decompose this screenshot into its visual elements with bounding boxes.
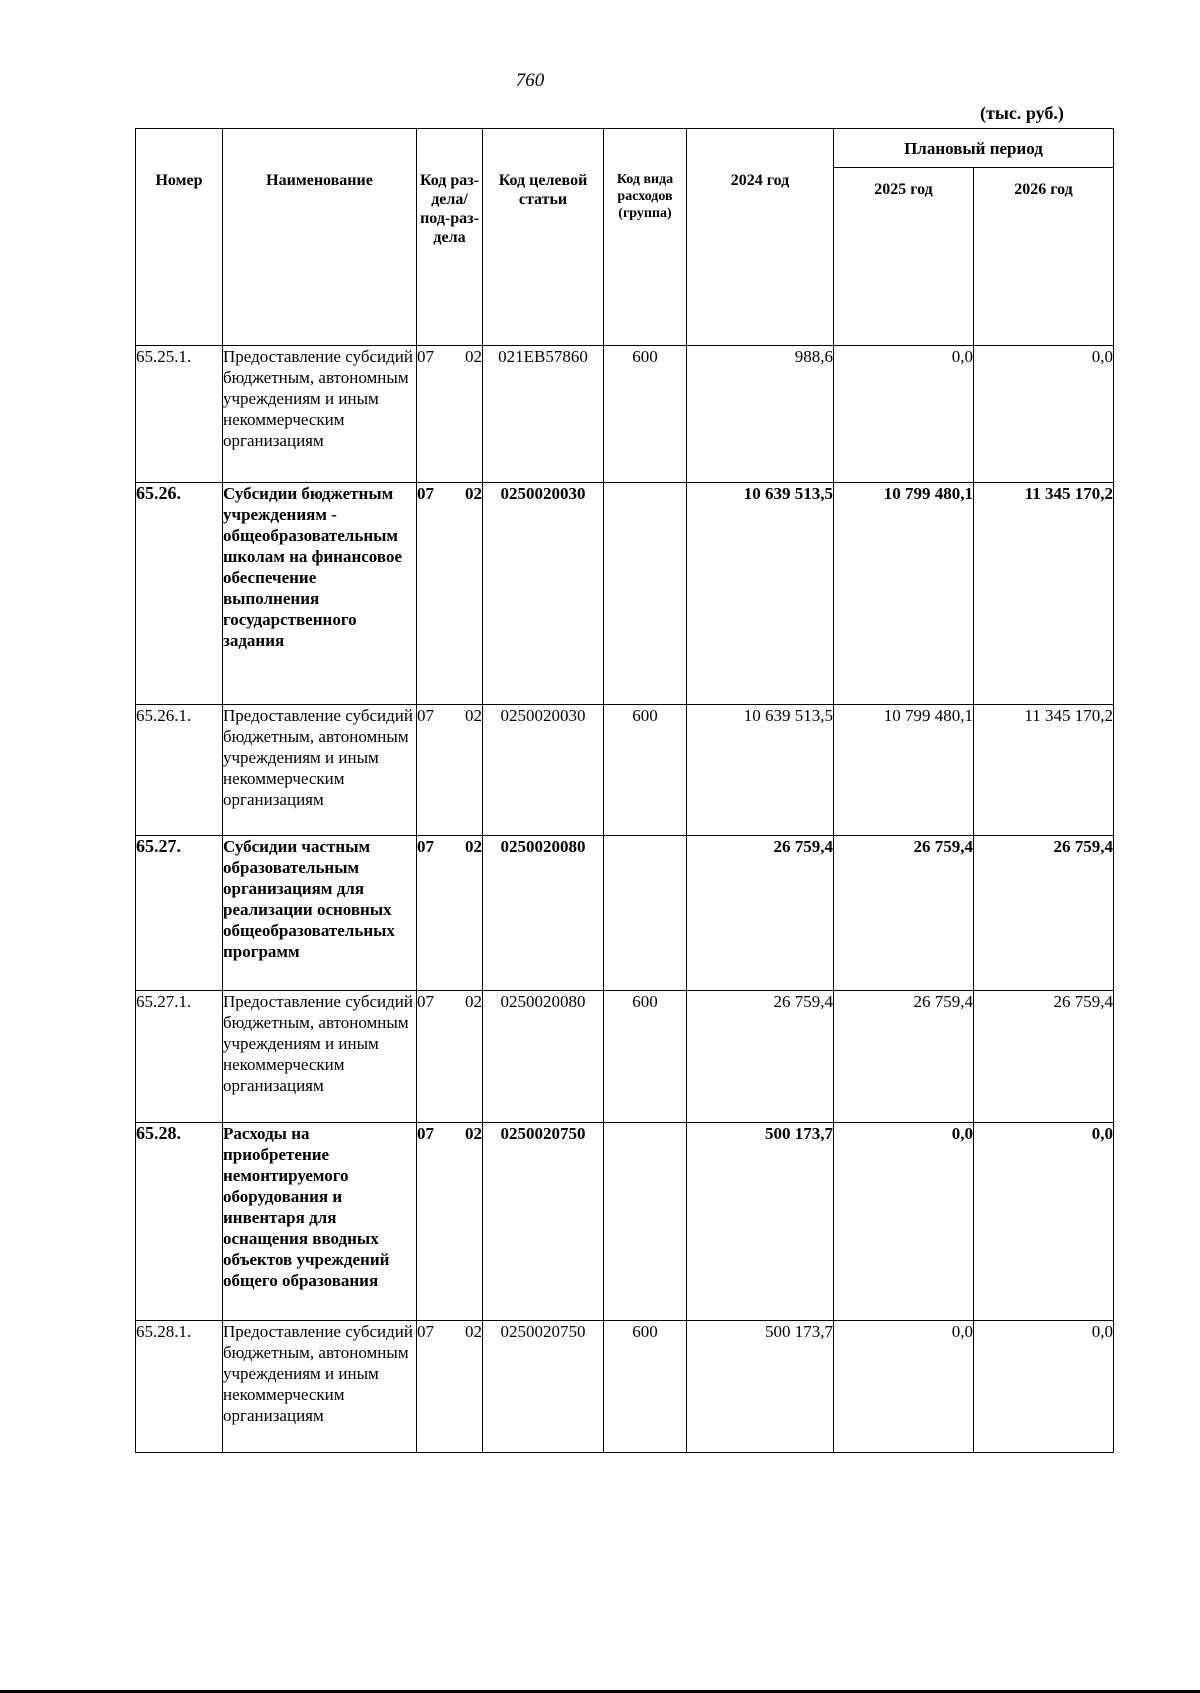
row-amount-2024: 10 639 513,5 bbox=[687, 483, 834, 705]
row-group-code: 600 bbox=[604, 1321, 687, 1453]
header-planned-period: Плановый период bbox=[834, 129, 1114, 168]
row-amount-2025: 10 799 480,1 bbox=[834, 483, 974, 705]
table-row bbox=[136, 1123, 1114, 1321]
table-row bbox=[136, 1321, 1114, 1453]
row-amount-2024: 500 173,7 bbox=[687, 1321, 834, 1453]
row-amount-2025: 26 759,4 bbox=[834, 836, 974, 991]
row-name: Предоставление субсидий бюджетным, автономным учреждениям и иным некоммерческим организациям bbox=[223, 705, 417, 836]
row-razdel: 07 bbox=[417, 992, 434, 1011]
row-razdel-code bbox=[417, 346, 483, 483]
row-amount-2024: 988,6 bbox=[687, 346, 834, 483]
row-podrazdel: 02 bbox=[465, 484, 482, 503]
row-amount-2026: 26 759,4 bbox=[974, 991, 1114, 1123]
row-name: Предоставление субсидий бюджетным, автономным учреждениям и иным некоммерческим организациям bbox=[223, 346, 417, 483]
row-target-code: 0250020750 bbox=[483, 1123, 604, 1321]
row-razdel-code bbox=[417, 705, 483, 836]
row-amount-2026: 0,0 bbox=[974, 346, 1114, 483]
row-razdel-code bbox=[417, 991, 483, 1123]
units-label: (тыс. руб.) bbox=[980, 103, 1064, 123]
row-target-code: 0250020080 bbox=[483, 836, 604, 991]
row-group-code: 600 bbox=[604, 346, 687, 483]
row-amount-2026: 0,0 bbox=[974, 1123, 1114, 1321]
row-razdel: 07 bbox=[417, 1322, 434, 1341]
table-row bbox=[136, 346, 1114, 483]
header-2025: 2025 год bbox=[834, 168, 974, 346]
table-row bbox=[136, 705, 1114, 836]
row-razdel-code bbox=[417, 1321, 483, 1453]
row-group-code bbox=[604, 1123, 687, 1321]
row-razdel: 07 bbox=[417, 837, 434, 856]
table-row bbox=[136, 836, 1114, 991]
row-group-code: 600 bbox=[604, 991, 687, 1123]
row-amount-2025: 0,0 bbox=[834, 346, 974, 483]
row-number: 65.27.1. bbox=[136, 991, 223, 1123]
row-amount-2026: 11 345 170,2 bbox=[974, 483, 1114, 705]
page-number: 760 bbox=[515, 70, 545, 91]
row-podrazdel: 02 bbox=[465, 1322, 482, 1341]
row-name: Расходы на приобретение немонтируемого оборудования и инвентаря для оснащения вводных объектов учреждений общего образования bbox=[223, 1123, 417, 1321]
row-podrazdel: 02 bbox=[465, 1124, 482, 1143]
row-razdel: 07 bbox=[417, 1124, 434, 1143]
row-name: Предоставление субсидий бюджетным, автономным учреждениям и иным некоммерческим организациям bbox=[223, 991, 417, 1123]
row-amount-2024: 26 759,4 bbox=[687, 991, 834, 1123]
row-podrazdel: 02 bbox=[465, 837, 482, 856]
row-amount-2025: 10 799 480,1 bbox=[834, 705, 974, 836]
row-razdel: 07 bbox=[417, 484, 434, 503]
row-amount-2025: 0,0 bbox=[834, 1321, 974, 1453]
row-name: Субсидии бюджетным учреждениям - общеобразовательным школам на финансовое обеспечение выполнения государственного задания bbox=[223, 483, 417, 705]
header-target: Код целевой статьи bbox=[483, 129, 604, 346]
row-amount-2024: 26 759,4 bbox=[687, 836, 834, 991]
row-podrazdel: 02 bbox=[465, 706, 482, 725]
row-amount-2025: 26 759,4 bbox=[834, 991, 974, 1123]
header-group: Код вида расходов (группа) bbox=[604, 129, 687, 346]
row-name: Предоставление субсидий бюджетным, автономным учреждениям и иным некоммерческим организациям bbox=[223, 1321, 417, 1453]
row-number: 65.27. bbox=[136, 836, 223, 991]
header-number: Номер bbox=[136, 129, 223, 346]
header-name: Наименование bbox=[223, 129, 417, 346]
header-razdel: Код раз-дела/ под-раз-дела bbox=[417, 129, 483, 346]
row-razdel-code bbox=[417, 1123, 483, 1321]
row-number: 65.26.1. bbox=[136, 705, 223, 836]
row-amount-2026: 11 345 170,2 bbox=[974, 705, 1114, 836]
row-number: 65.28. bbox=[136, 1123, 223, 1321]
row-number: 65.26. bbox=[136, 483, 223, 705]
row-razdel-code bbox=[417, 836, 483, 991]
table-row bbox=[136, 483, 1114, 705]
row-amount-2025: 0,0 bbox=[834, 1123, 974, 1321]
row-name: Субсидии частным образовательным организациям для реализации основных общеобразовательных программ bbox=[223, 836, 417, 991]
row-razdel: 07 bbox=[417, 347, 434, 366]
row-target-code: 0250020750 bbox=[483, 1321, 604, 1453]
row-razdel-code bbox=[417, 483, 483, 705]
row-group-code bbox=[604, 483, 687, 705]
row-amount-2024: 10 639 513,5 bbox=[687, 705, 834, 836]
row-number: 65.25.1. bbox=[136, 346, 223, 483]
row-group-code bbox=[604, 836, 687, 991]
row-podrazdel: 02 bbox=[465, 347, 482, 366]
budget-table bbox=[135, 128, 1114, 1453]
row-target-code: 0250020030 bbox=[483, 705, 604, 836]
header-2024: 2024 год bbox=[687, 129, 834, 346]
row-amount-2026: 26 759,4 bbox=[974, 836, 1114, 991]
row-number: 65.28.1. bbox=[136, 1321, 223, 1453]
row-amount-2026: 0,0 bbox=[974, 1321, 1114, 1453]
row-target-code: 0250020030 bbox=[483, 483, 604, 705]
table-row bbox=[136, 991, 1114, 1123]
row-razdel: 07 bbox=[417, 706, 434, 725]
row-amount-2024: 500 173,7 bbox=[687, 1123, 834, 1321]
row-target-code: 021ЕВ57860 bbox=[483, 346, 604, 483]
table-body bbox=[136, 346, 1114, 1453]
row-group-code: 600 bbox=[604, 705, 687, 836]
row-target-code: 0250020080 bbox=[483, 991, 604, 1123]
row-podrazdel: 02 bbox=[465, 992, 482, 1011]
header-2026: 2026 год bbox=[974, 168, 1114, 346]
